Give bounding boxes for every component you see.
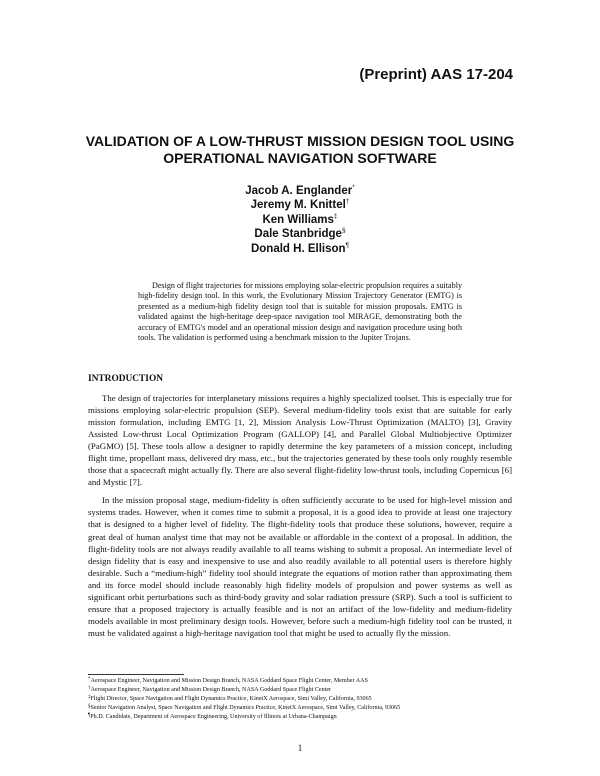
author-mark: § xyxy=(341,227,346,235)
paper-title xyxy=(40,133,560,167)
body-paragraph: In the mission proposal stage, medium-fidelity is often sufficiently accurate to be used for high-level mission and systems trades. However, when it comes time to submit a proposal, it is a good idea to provide at least one trajectory that is designed to a higher level of fidelity. The flight-fidelity tools that produce these solutions, however, require a great deal of human analyst time that may not be available or affordable in the context of a proposal. In addition, the flight-fidelity tools are not always readily available to all teams wishing to submit a proposal. An intermediate level of design fidelity that is easy and inexpensive to use and also readily available to all potential users is therefore highly desirable. Such a “medium-high” fidelity tool should integrate the equations of motion rather than approximating them and its force model should include reasonably high fidelity models of propulsion and power systems as well as significant orbit perturbations such as third-body gravity and solar radiation pressure (SRP). Such a tool is sufficient to ensure that a proposed trajectory is actually feasible and is not an artifact of the low-fidelity and medium-fidelity models available in most preliminary design tools. However, before such a medium-high fidelity tool can be trusted, it must be validated against a high-heritage navigation tool that might be used to actually fly the mission. xyxy=(88,495,512,638)
author xyxy=(150,227,450,241)
author xyxy=(150,213,450,227)
footnote-text: Aerospace Engineer, Navigation and Mission Design Branch, NASA Goddard Space Flight Center xyxy=(90,686,332,693)
section-heading-introduction: INTRODUCTION xyxy=(88,374,164,384)
title-line-2: OPERATIONAL NAVIGATION SOFTWARE xyxy=(163,150,437,166)
footnote-mark: ¶ xyxy=(88,712,91,718)
footnote-divider xyxy=(88,674,184,675)
footnote-mark: § xyxy=(88,703,91,709)
footnote xyxy=(88,713,528,722)
author-mark: * xyxy=(352,184,355,191)
footnote-mark: † xyxy=(88,685,91,691)
footnote xyxy=(88,704,528,713)
footnote-mark: * xyxy=(88,677,91,682)
footnote-text: Aerospace Engineer, Navigation and Mission Design Branch, NASA Goddard Space Flight Center, Member AAS xyxy=(90,678,368,684)
author-name: Donald H. Ellison xyxy=(250,242,346,255)
abstract: Design of flight trajectories for missions employing solar-electric propulsion requires a suitably high-fidelity design tool. In this work, the Evolutionary Mission Trajectory Generator (EMTG) is presented as a medium-high fidelity design tool that is suitable for mission proposals. EMTG is validated against the high-heritage deep-space navigation tool MIRAGE, demonstrating both the accuracy of EMTG's model and an operational mission design and navigation procedure using both tools. The validation is performed using a benchmark mission to the Jupiter Trojans. xyxy=(138,281,462,343)
footnote-text: Ph.D. Candidate, Department of Aerospace Engineering, University of Illinois at Urbana-Champaign xyxy=(90,713,337,720)
author-name: Jeremy M. Knittel xyxy=(250,199,346,212)
introduction-body xyxy=(88,392,512,645)
footnote-text: Flight Director, Space Navigation and Flight Dynamics Practice, KinetX Aerospace, Simi Valley, California, 93065 xyxy=(90,695,372,702)
footnote xyxy=(88,695,528,704)
footnote xyxy=(88,686,528,695)
page-number: 1 xyxy=(297,743,303,753)
footnote-mark: ‡ xyxy=(88,694,91,700)
footnote xyxy=(88,677,528,686)
footnote-text: Senior Navigation Analyst, Space Navigation and Flight Dynamics Practice, KinetX Aerospace, Simi Valley, California, 93065 xyxy=(90,704,401,711)
author-name: Jacob A. Englander xyxy=(245,185,353,197)
author-list xyxy=(150,184,450,256)
title-line-1: VALIDATION OF A LOW-THRUST MISSION DESIGN TOOL USING xyxy=(85,133,515,149)
author-mark: ‡ xyxy=(333,212,338,220)
body-paragraph: The design of trajectories for interplanetary missions requires a highly specialized toolset. This is especially true for missions employing solar-electric propulsion (SEP). Several medium-fidelity tools exist that are suitable for early mission formulation, including EMTG [1, 2], Mission Analysis Low-Thrust Optimization (MALTO) [3], Gravity Assisted Low-thrust Local Optimization Program (GALLOP) [4], and Parallel Global Multiobjective Optimizer (PaGMO) [5]. These tools allow a designer to rapidly determine the key parameters of a mission concept, including flight time, propellant mass, delivered dry mass, etc., but the trajectories generated by these tools only roughly resemble those that a spacecraft might actually fly. There are also several flight-fidelity low-thrust tools, including Copernicus [6] and Mystic [7]. xyxy=(88,393,512,488)
author-mark: ¶ xyxy=(345,241,350,249)
preprint-label: (Preprint) AAS 17-204 xyxy=(359,66,513,83)
author-mark: † xyxy=(345,198,350,206)
author xyxy=(150,242,450,256)
author xyxy=(150,184,450,198)
author-name: Ken Williams xyxy=(262,213,334,226)
author-name: Dale Stanbridge xyxy=(254,228,342,241)
author xyxy=(150,198,450,212)
footnotes xyxy=(88,677,528,722)
